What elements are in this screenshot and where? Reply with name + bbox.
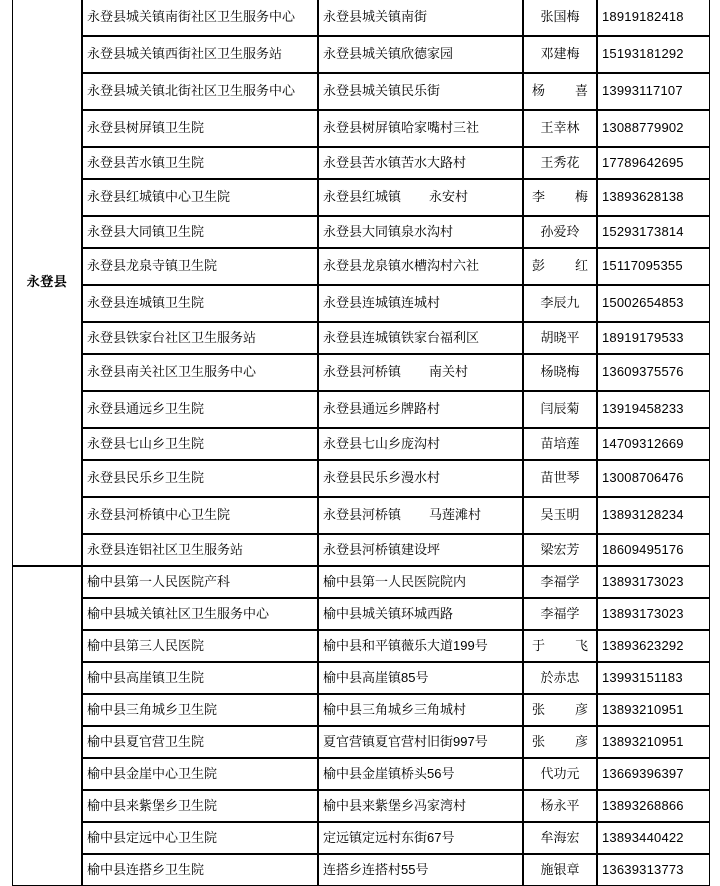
contact-name-cell: [523, 179, 597, 216]
table-row: [12, 822, 710, 854]
address-cell: 永登县大同镇泉水沟村: [318, 216, 523, 248]
institution-cell: 榆中县金崖中心卫生院: [82, 758, 318, 790]
table-row: [12, 566, 710, 598]
institution-cell: 永登县南关社区卫生服务中心: [82, 354, 318, 391]
institution-cell: 永登县大同镇卫生院: [82, 216, 318, 248]
address-cell: 永登县连城镇铁家台福利区: [318, 322, 523, 354]
phone-cell: 17789642695: [597, 147, 710, 179]
address-cell: 永登县城关镇欣德家园: [318, 36, 523, 73]
contact-name-cell: 李福学: [523, 566, 597, 598]
contact-name-text: 张彦: [532, 701, 588, 717]
phone-cell: 18919182418: [597, 0, 710, 36]
phone-cell: 13008706476: [597, 460, 710, 497]
table-row: [12, 216, 710, 248]
institution-cell: 永登县民乐乡卫生院: [82, 460, 318, 497]
institution-cell: 榆中县城关镇社区卫生服务中心: [82, 598, 318, 630]
address-cell: 榆中县三角城乡三角城村: [318, 694, 523, 726]
institution-cell: 榆中县第一人民医院产科: [82, 566, 318, 598]
phone-cell: 13669396397: [597, 758, 710, 790]
institution-cell: 永登县七山乡卫生院: [82, 428, 318, 460]
contact-name-text: 张彦: [532, 733, 588, 749]
contact-name-cell: 李福学: [523, 598, 597, 630]
contact-name-cell: 苗世琴: [523, 460, 597, 497]
table-row: [12, 147, 710, 179]
phone-cell: 13893623292: [597, 630, 710, 662]
contact-name-text: 杨喜: [532, 83, 588, 99]
contact-name-cell: 孙爱玲: [523, 216, 597, 248]
contact-name-text: 彭红: [532, 258, 588, 274]
contact-name-cell: [523, 630, 597, 662]
institution-cell: 永登县城关镇南街社区卫生服务中心: [82, 0, 318, 36]
table-row: [12, 110, 710, 147]
phone-cell: 13893173023: [597, 598, 710, 630]
table-row: [12, 726, 710, 758]
phone-cell: 13639313773: [597, 854, 710, 886]
institution-cell: 榆中县三角城乡卫生院: [82, 694, 318, 726]
institution-cell: 榆中县定远中心卫生院: [82, 822, 318, 854]
contact-name-cell: 王幸林: [523, 110, 597, 147]
contact-name-cell: 代功元: [523, 758, 597, 790]
address-cell: 永登县通远乡牌路村: [318, 391, 523, 428]
institution-cell: 永登县龙泉寺镇卫生院: [82, 248, 318, 285]
contact-name-cell: [523, 248, 597, 285]
address-cell: 榆中县高崖镇85号: [318, 662, 523, 694]
phone-cell: 13893268866: [597, 790, 710, 822]
address-cell: [318, 179, 523, 216]
table-row: [12, 662, 710, 694]
institution-cell: 榆中县来紫堡乡卫生院: [82, 790, 318, 822]
table-row: [12, 630, 710, 662]
phone-cell: 13893173023: [597, 566, 710, 598]
contact-name-cell: 邓建梅: [523, 36, 597, 73]
phone-cell: 15293173814: [597, 216, 710, 248]
institution-cell: 榆中县第三人民医院: [82, 630, 318, 662]
institution-cell: 榆中县夏官营卫生院: [82, 726, 318, 758]
contact-name-cell: 张国梅: [523, 0, 597, 36]
table-row: [12, 248, 710, 285]
address-cell: 连搭乡连搭村55号: [318, 854, 523, 886]
table-row: [12, 598, 710, 630]
contact-name-cell: [523, 694, 597, 726]
table-row: [12, 0, 710, 36]
phone-cell: 15193181292: [597, 36, 710, 73]
contact-name-cell: 苗培莲: [523, 428, 597, 460]
contact-name-text: 李梅: [532, 189, 588, 205]
address-cell: [318, 497, 523, 534]
address-cell: 永登县苦水镇苦水大路村: [318, 147, 523, 179]
contact-name-cell: 施银章: [523, 854, 597, 886]
phone-cell: 15117095355: [597, 248, 710, 285]
phone-cell: 13893210951: [597, 726, 710, 758]
contact-name-cell: [523, 73, 597, 110]
contacts-table: [12, 0, 710, 886]
table-row: [12, 758, 710, 790]
address-village: 马莲滩村: [429, 507, 482, 523]
institution-cell: 永登县城关镇西街社区卫生服务站: [82, 36, 318, 73]
address-town: 永登县河桥镇: [323, 507, 402, 523]
institution-cell: 榆中县连搭乡卫生院: [82, 854, 318, 886]
institution-cell: 榆中县高崖镇卫生院: [82, 662, 318, 694]
address-cell: [318, 354, 523, 391]
phone-cell: 14709312669: [597, 428, 710, 460]
address-cell: 永登县七山乡庞沟村: [318, 428, 523, 460]
address-cell: 榆中县城关镇环城西路: [318, 598, 523, 630]
contact-name-text: 于飞: [532, 637, 588, 653]
table-row: [12, 322, 710, 354]
table-row: [12, 354, 710, 391]
address-cell: 榆中县来紫堡乡冯家湾村: [318, 790, 523, 822]
table-row: [12, 694, 710, 726]
institution-cell: 永登县连城镇卫生院: [82, 285, 318, 322]
address-cell: 定远镇定远村东街67号: [318, 822, 523, 854]
address-cell: 永登县龙泉镇水槽沟村六社: [318, 248, 523, 285]
address-cell: 永登县树屏镇哈家嘴村三社: [318, 110, 523, 147]
address-cell: 榆中县金崖镇桥头56号: [318, 758, 523, 790]
table-row: [12, 497, 710, 534]
address-village: 永安村: [429, 189, 469, 205]
address-cell: 永登县城关镇民乐街: [318, 73, 523, 110]
phone-cell: 13893210951: [597, 694, 710, 726]
address-cell: 夏官营镇夏官营村旧街997号: [318, 726, 523, 758]
phone-cell: 18919179533: [597, 322, 710, 354]
table-body: [12, 0, 710, 886]
contact-name-cell: 闫辰菊: [523, 391, 597, 428]
address-cell: 永登县河桥镇建设坪: [318, 534, 523, 566]
phone-cell: 18609495176: [597, 534, 710, 566]
phone-cell: 13609375576: [597, 354, 710, 391]
table-row: [12, 854, 710, 886]
phone-cell: 13893128234: [597, 497, 710, 534]
contact-name-cell: 於赤忠: [523, 662, 597, 694]
region-label-cell: [12, 566, 82, 886]
phone-cell: 13993117107: [597, 73, 710, 110]
address-cell: 永登县连城镇连城村: [318, 285, 523, 322]
phone-cell: 13893628138: [597, 179, 710, 216]
table-row: [12, 285, 710, 322]
phone-cell: 13088779902: [597, 110, 710, 147]
table-row: [12, 179, 710, 216]
institution-cell: 永登县苦水镇卫生院: [82, 147, 318, 179]
table-row: [12, 428, 710, 460]
phone-cell: 13919458233: [597, 391, 710, 428]
institution-cell: 永登县河桥镇中心卫生院: [82, 497, 318, 534]
institution-cell: 永登县树屏镇卫生院: [82, 110, 318, 147]
phone-cell: 13993151183: [597, 662, 710, 694]
institution-cell: 永登县铁家台社区卫生服务站: [82, 322, 318, 354]
address-town: 永登县红城镇: [323, 189, 402, 205]
table-row: [12, 460, 710, 497]
table-row: [12, 534, 710, 566]
table-row: [12, 391, 710, 428]
contact-name-cell: 吴玉明: [523, 497, 597, 534]
contact-name-cell: 杨晓梅: [523, 354, 597, 391]
table-row: [12, 73, 710, 110]
address-village: 南关村: [429, 364, 469, 380]
phone-cell: 15002654853: [597, 285, 710, 322]
institution-cell: 永登县城关镇北街社区卫生服务中心: [82, 73, 318, 110]
contact-name-cell: 牟海宏: [523, 822, 597, 854]
contact-name-cell: 胡晓平: [523, 322, 597, 354]
contact-name-cell: 王秀花: [523, 147, 597, 179]
address-cell: 榆中县和平镇薇乐大道199号: [318, 630, 523, 662]
address-cell: 永登县民乐乡漫水村: [318, 460, 523, 497]
institution-cell: 永登县连铝社区卫生服务站: [82, 534, 318, 566]
table-row: [12, 36, 710, 73]
phone-cell: 13893440422: [597, 822, 710, 854]
table-row: [12, 790, 710, 822]
address-town: 永登县河桥镇: [323, 364, 402, 380]
address-cell: 永登县城关镇南街: [318, 0, 523, 36]
contact-name-cell: 梁宏芳: [523, 534, 597, 566]
region-label-cell: 永登县: [12, 0, 82, 566]
institution-cell: 永登县通远乡卫生院: [82, 391, 318, 428]
address-cell: 榆中县第一人民医院院内: [318, 566, 523, 598]
contact-name-cell: 杨永平: [523, 790, 597, 822]
contact-name-cell: 李辰九: [523, 285, 597, 322]
institution-cell: 永登县红城镇中心卫生院: [82, 179, 318, 216]
contact-name-cell: [523, 726, 597, 758]
